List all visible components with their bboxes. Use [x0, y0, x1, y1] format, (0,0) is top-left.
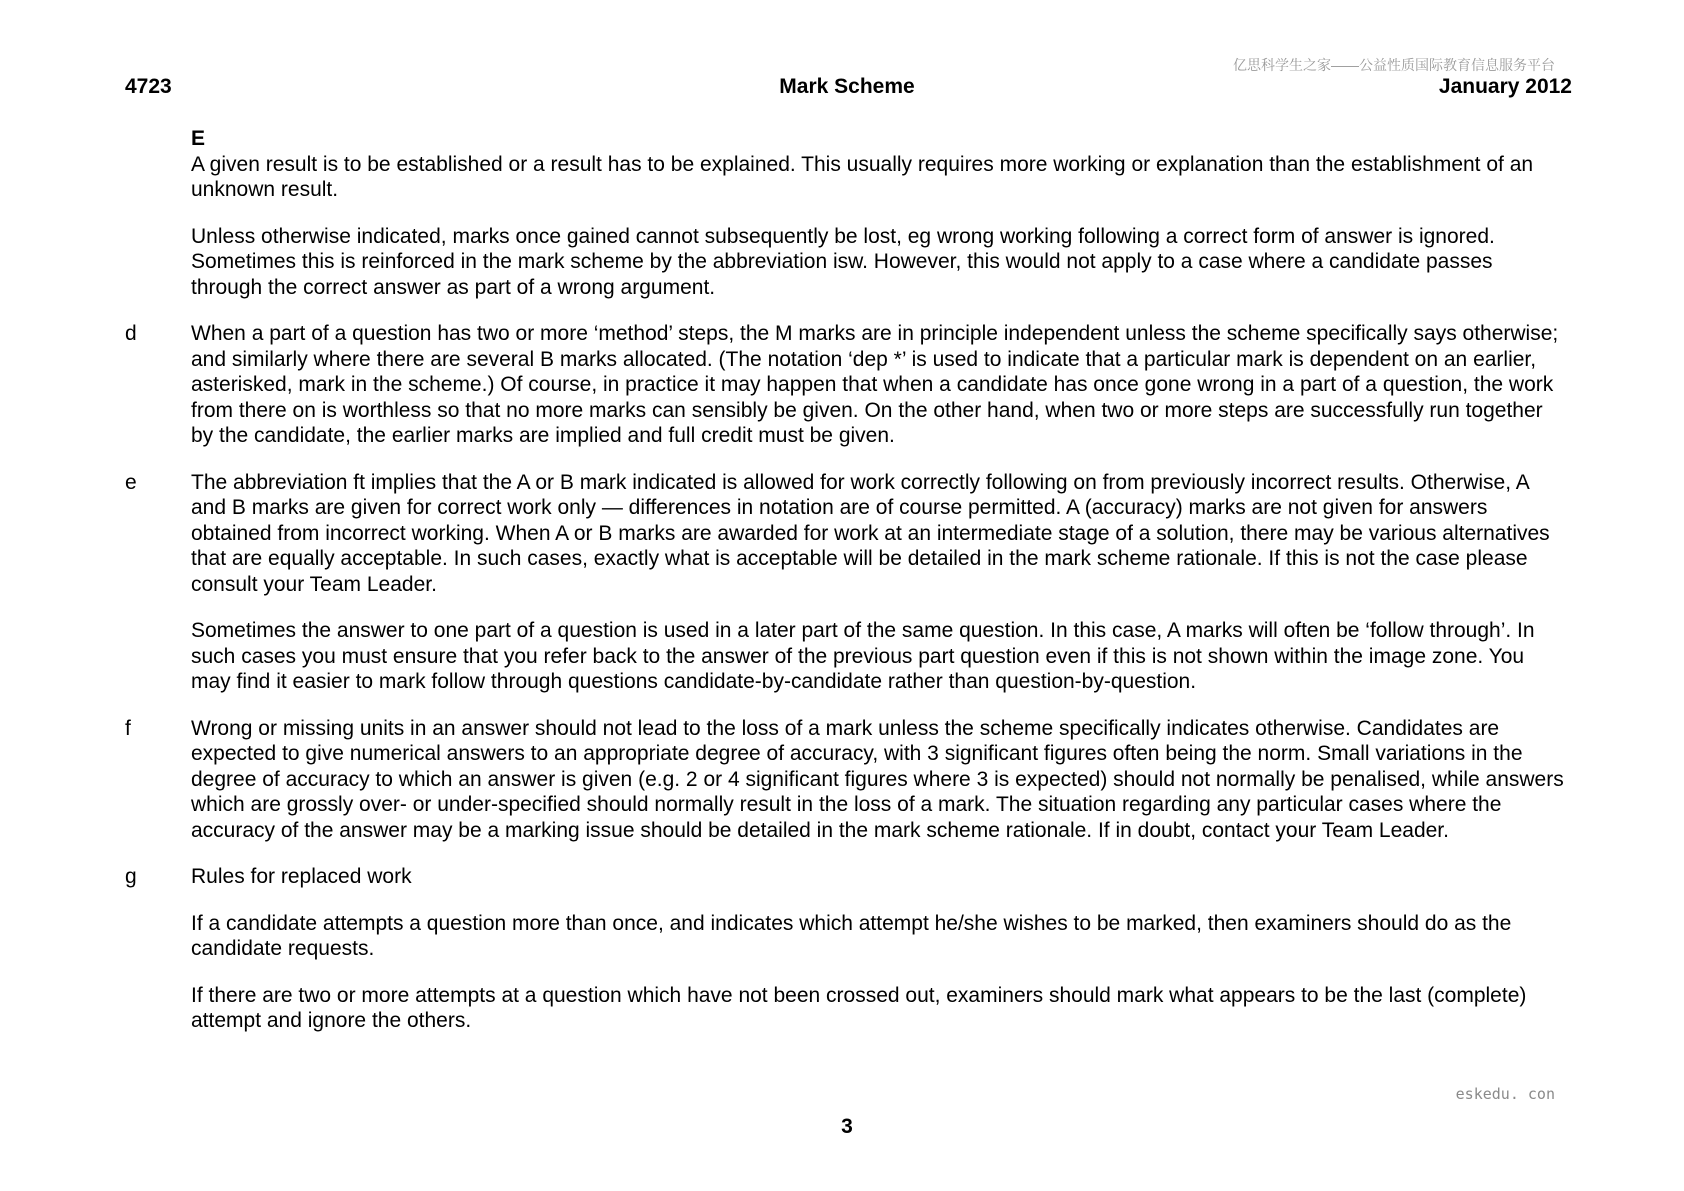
paragraph-multiple-attempts: [125, 911, 1565, 962]
header-paper-code: 4723: [125, 75, 172, 98]
paragraph-text: A given result is to be established or a result has to be explained. This usually requires more working or explanation than the establishment of an unknown result.: [191, 152, 1534, 201]
header-date: January 2012: [1438, 75, 1572, 98]
paragraph-text: When a part of a question has two or more ‘method’ steps, the M marks are in principle independent unless the scheme specifically says otherwise; and similarly where there are several B marks allocated. (The notation ‘dep *’ is used to indicate that a particular mark is dependent on an earlier, asterisked, mark in the scheme.) Of course, in practice it may happen that when a candidate has once gone wrong in a part of a question, the work from there on is worthless so that no more marks can sensibly be given. On the other hand, when two or more steps are successfully run together by the candidate, the earlier marks are implied and full credit must be given.: [191, 322, 1559, 447]
page-number: 3: [841, 1115, 853, 1138]
item-label: g: [125, 865, 137, 888]
item-label: [125, 983, 191, 1034]
item-label: [125, 911, 191, 962]
item-g: [125, 864, 1565, 890]
item-label: e: [125, 470, 137, 494]
paragraph-follow-through: [125, 618, 1565, 695]
paragraph-e-isw: [125, 224, 1565, 301]
item-label: [125, 618, 191, 695]
item-d: [125, 321, 1565, 449]
paragraph-text: If there are two or more attempts at a question which have not been crossed out, examiners should mark what appears to be the last (complete) attempt and ignore the others.: [191, 983, 1527, 1032]
header-title: Mark Scheme: [779, 75, 915, 98]
paragraph-text: Rules for replaced work: [191, 865, 412, 888]
item-label: [125, 224, 191, 301]
paragraph-text: Wrong or missing units in an answer should not lead to the loss of a mark unless the scheme specifically indicates otherwise. Candidates are expected to give numerical answers to an appropriate degree of accuracy, with 3 significant figures often being the norm. Small variations in the degree of accuracy to which an answer is given (e.g. 2 or 4 significant figures where 3 is expected) should not normally be penalised, while answers which are grossly over- or under-specified should normally result in the loss of a mark. The situation regarding any particular cases where the accuracy of the answer may be a marking issue should be detailed in the mark scheme rationale. If in doubt, contact your Team Leader.: [191, 716, 1564, 842]
paragraph-text: The abbreviation ft implies that the A or B mark indicated is allowed for work correctly following on from previously incorrect results. Otherwise, A and B marks are given for correct work only — differences in notation are of course permitted. A (accuracy) marks are not given for answers obtained from incorrect working. When A or B marks are awarded for work at an intermediate stage of a solution, there may be various alternatives that are equally acceptable. In such cases, exactly what is acceptable will be detailed in the mark scheme rationale. If this is not the case please consult your Team Leader.: [191, 470, 1550, 596]
item-label: f: [125, 716, 131, 740]
paragraph-e-intro: [125, 152, 1565, 203]
item-label: d: [125, 322, 137, 345]
paragraph-text: Unless otherwise indicated, marks once gained cannot subsequently be lost, eg wrong working following a correct form of answer is ignored. Sometimes this is reinforced in the mark scheme by the abbreviation isw. However, this would not apply to a case where a candidate passes through the correct answer as part of a wrong argument.: [191, 224, 1495, 299]
section-label: E: [191, 127, 206, 150]
document-body: [125, 126, 1565, 1034]
item-e: [125, 470, 1565, 598]
paragraph-uncrossed-attempts: [125, 983, 1565, 1034]
paragraph-text: Sometimes the answer to one part of a question is used in a later part of the same question. In this case, A marks will often be ‘follow through’. In such cases you must ensure that you refer back to the answer of the previous part question even if this is not shown within the image zone. You may find it easier to mark follow through questions candidate-by-candidate rather than question-by-question.: [191, 619, 1535, 693]
item-label: [125, 152, 191, 203]
item-f: [125, 716, 1565, 844]
watermark-domain: eskedu. con: [1455, 1085, 1555, 1103]
watermark-site-name: 亿思科学生之家——公益性质国际教育信息服务平台: [1233, 57, 1555, 73]
paragraph-text: If a candidate attempts a question more than once, and indicates which attempt he/she wishes to be marked, then examiners should do as the candidate requests.: [191, 911, 1512, 960]
